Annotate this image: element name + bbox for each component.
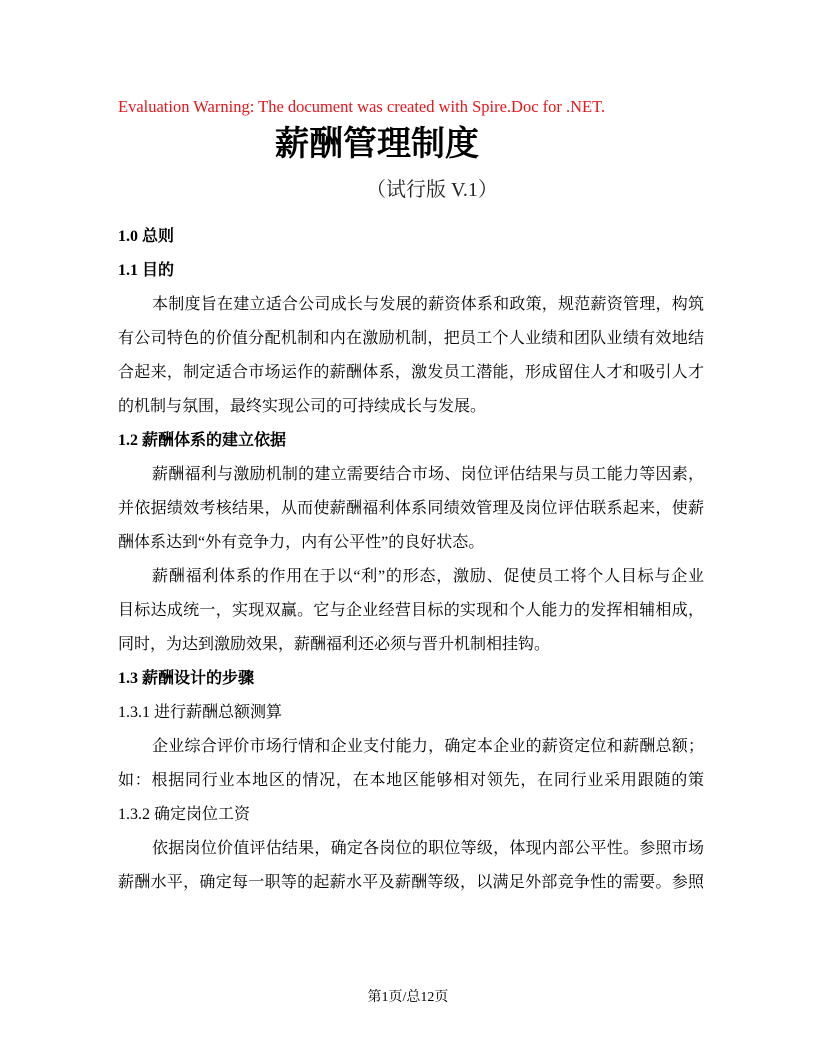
paragraph-line: 同时，为达到激励效果，薪酬福利还必须与晋升机制相挂钩。 [118,636,551,653]
paragraph-line: 薪酬水平，确定每一职等的起薪水平及薪酬等级，以满足外部竞争性的需要。参照 [118,874,704,891]
paragraph-line: 本制度旨在建立适合公司成长与发展的薪资体系和政策，规范薪资管理，构筑 [152,296,704,313]
heading-1-2: 1.2 薪酬体系的建立依据 [118,432,287,449]
paragraph-line: 薪酬福利与激励机制的建立需要结合市场、岗位评估结果与员工能力等因素， [152,466,704,483]
paragraph-line: 并依据绩效考核结果，从而使薪酬福利体系同绩效管理及岗位评估联系起来，使薪 [118,500,704,517]
paragraph-line: 有公司特色的价值分配机制和内在激励机制，把员工个人业绩和团队业绩有效地结 [118,330,704,347]
paragraph-line: 企业综合评价市场行情和企业支付能力，确定本企业的薪资定位和薪酬总额； [152,738,704,755]
paragraph-line: 目标达成统一，实现双赢。它与企业经营目标的实现和个人能力的发挥相辅相成， [118,602,704,619]
heading-1-3-1: 1.3.1 进行薪酬总额测算 [118,704,283,721]
paragraph-line: 的机制与氛围，最终实现公司的可持续成长与发展。 [118,398,487,415]
heading-1-0: 1.0 总则 [118,228,175,245]
evaluation-warning: Evaluation Warning: The document was created with Spire.Doc for .NET. [118,97,606,116]
document-subtitle: （试行版 V.1） [366,179,498,201]
heading-1-1: 1.1 目的 [118,262,175,279]
paragraph-line: 合起来，制定适合市场运作的薪酬体系，激发员工潜能，形成留住人才和吸引人才 [118,364,704,381]
paragraph-line: 薪酬福利体系的作用在于以“利”的形态，激励、促使员工将个人目标与企业 [152,568,704,585]
heading-1-3-2: 1.3.2 确定岗位工资 [118,806,251,823]
document-title: 薪酬管理制度 [275,124,479,164]
paragraph-line: 酬体系达到“外有竞争力，内有公平性”的良好状态。 [118,534,485,551]
page-number: 第1页/总12页 [367,990,449,1005]
paragraph-line: 依据岗位价值评估结果，确定各岗位的职位等级，体现内部公平性。参照市场 [152,840,704,857]
paragraph-line: 如：根据同行业本地区的情况，在本地区能够相对领先，在同行业采用跟随的策 [118,772,704,789]
document-body [118,220,704,900]
heading-1-3: 1.3 薪酬设计的步骤 [118,670,255,687]
